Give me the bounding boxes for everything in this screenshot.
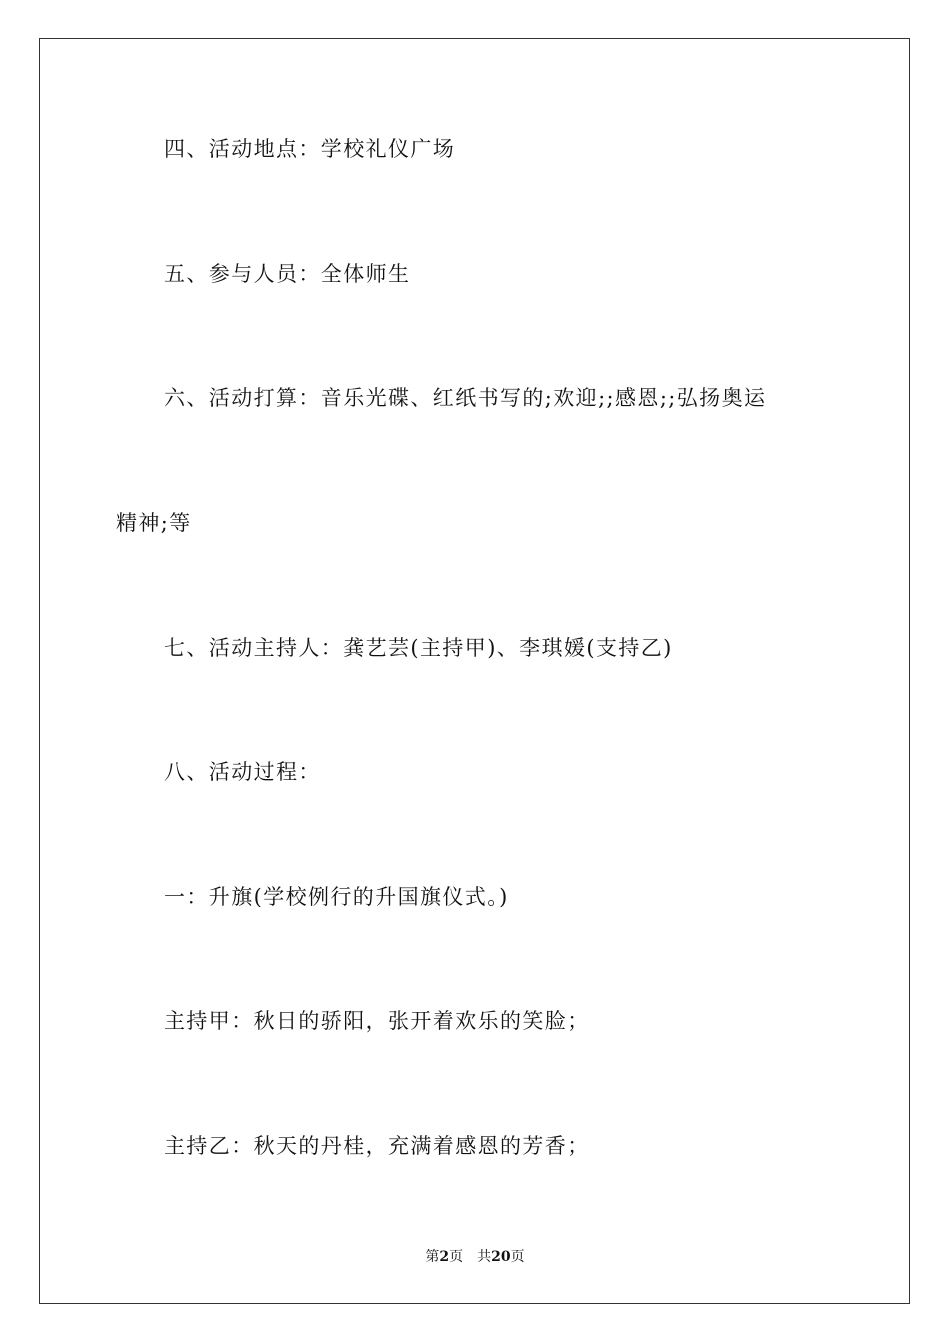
paragraph-participants: 五、参与人员：全体师生 <box>164 262 411 286</box>
footer-page-suffix: 页 <box>449 1249 464 1265</box>
footer-total-pages: 20 <box>491 1249 511 1265</box>
page-border <box>39 38 910 1304</box>
footer-total-prefix: 共 <box>477 1249 492 1265</box>
paragraph-host-a-line: 主持甲：秋日的骄阳，张开着欢乐的笑脸； <box>164 1009 590 1033</box>
paragraph-process-heading: 八、活动过程： <box>164 760 321 784</box>
footer-page-number: 2 <box>439 1249 450 1265</box>
paragraph-hosts: 七、活动主持人：龚艺芸(主持甲)、李琪媛(支持乙) <box>164 636 673 660</box>
page-footer <box>0 1248 950 1266</box>
paragraph-flag-raising: 一：升旗(学校例行的升国旗仪式。) <box>164 885 509 909</box>
paragraph-preparation-continued: 精神;等 <box>116 511 192 535</box>
footer-page-prefix: 第 <box>425 1249 440 1265</box>
paragraph-host-b-line: 主持乙：秋天的丹桂，充满着感恩的芳香； <box>164 1134 590 1158</box>
paragraph-location: 四、活动地点：学校礼仪广场 <box>164 137 456 161</box>
paragraph-preparation: 六、活动打算：音乐光碟、红纸书写的;欢迎;;感恩;;弘扬奥运 <box>164 386 767 410</box>
footer-total-suffix: 页 <box>510 1249 525 1265</box>
